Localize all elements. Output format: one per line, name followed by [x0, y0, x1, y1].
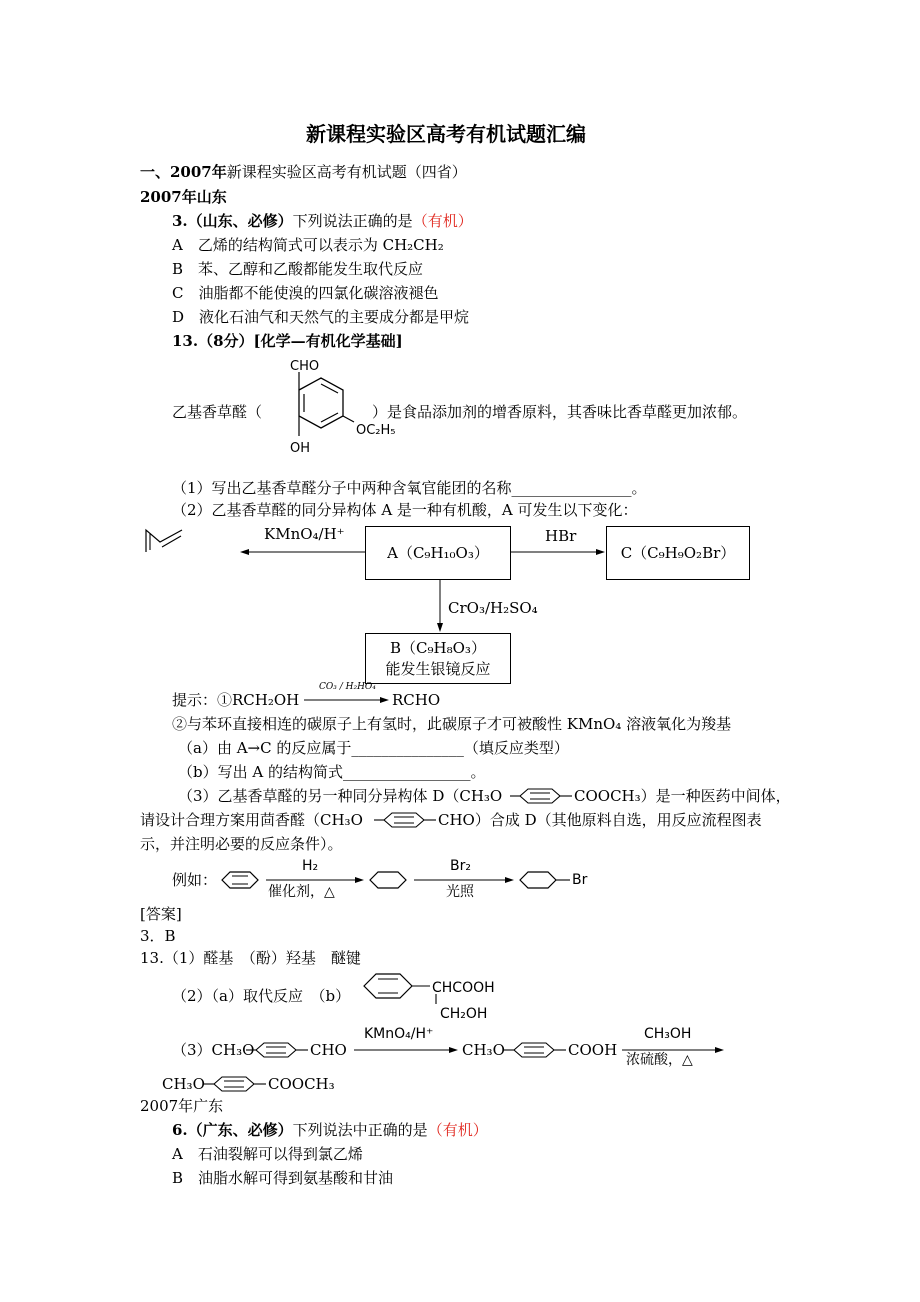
- section-heading: [140, 162, 467, 182]
- question-13-intro-b: ）是食品添加剂的增香原料，其香味比香草醛更加浓郁。: [372, 403, 748, 421]
- scheme-box-b: [365, 633, 511, 684]
- answer-13-2: （2）（a）取代反应 （b）: [172, 987, 351, 1005]
- question-3-option-c: C 油脂都不能使溴的四氯化碳溶液褪色: [172, 284, 439, 302]
- question-3-tag: （有机）: [412, 212, 473, 230]
- question-13-part-b: （b）写出 A 的结构简式_________________。: [178, 763, 486, 781]
- answer-ch3o-2: CH₃O: [462, 1041, 505, 1059]
- scheme-box-a: A（C₉H₁₀O₃）: [365, 526, 511, 580]
- example-label: 例如：: [172, 871, 218, 889]
- answer-cooch3: COOCH₃: [268, 1075, 335, 1093]
- reagent-kmno4: KMnO₄/H⁺: [264, 525, 345, 543]
- example-h2: H₂: [302, 858, 319, 874]
- scheme-box-b-formula: B（C₉H₈O₃）: [390, 639, 486, 657]
- question-6-number: 6.（广东、必修）: [172, 1121, 293, 1139]
- question-13-part-3-b: COOCH₃）是一种医药中间体，: [574, 787, 791, 805]
- question-3-stem: 下列说法正确的是: [292, 212, 413, 230]
- reagent-cro3: CrO₃/H₂SO₄: [448, 599, 538, 617]
- example-catalyst: 催化剂，△: [268, 884, 335, 900]
- example-br-product: Br: [572, 872, 588, 888]
- answer-label: [答案]: [140, 905, 182, 923]
- question-13-intro-a: 乙基香草醛（: [172, 403, 263, 421]
- ethyl-vanillin-structure: [262, 356, 396, 466]
- question-3-number: 3.（山东、必修）: [172, 212, 293, 230]
- question-3-option-a: A 乙烯的结构简式可以表示为 CH₂CH₂: [172, 236, 444, 254]
- question-13-part-a: （a）由 A→C 的反应属于_______________（填反应类型）: [178, 739, 569, 757]
- question-13-header: 13.（8分）[化学—有机化学基础]: [172, 332, 403, 350]
- question-13-part-3-a: （3）乙基香草醛的另一种同分异构体 D（CH₃O: [178, 787, 503, 805]
- benzene-ring-icon: [504, 1040, 568, 1060]
- question-13-part-2: （2）乙基香草醛的同分异构体 A 是一种有机酸，A 可发生以下变化：: [172, 501, 638, 519]
- benzene-ring-icon: [204, 1074, 268, 1094]
- answer-ch3o-3: CH₃O: [162, 1075, 205, 1093]
- answer-ch3oh: CH₃OH: [644, 1026, 692, 1042]
- struct-cho-label: CHO: [290, 359, 320, 374]
- answer-3: 3．B: [140, 927, 176, 945]
- question-6-stem: 下列说法中正确的是: [292, 1121, 428, 1139]
- question-13-part-1: （1）写出乙基香草醛分子中两种含氧官能团的名称________________。: [172, 479, 647, 497]
- scheme-box-c: C（C₉H₉O₂Br）: [606, 526, 750, 580]
- scheme-box-b-property: 能发生银镜反应: [385, 660, 491, 678]
- answer-arrow-1: [352, 1042, 462, 1058]
- region-shandong: 2007年山东: [140, 188, 227, 206]
- page-title: 新课程实验区高考有机试题汇编: [306, 122, 586, 146]
- question-13-part-3-d: CHO）合成 D（其他原料自选，用反应流程图表: [438, 811, 762, 829]
- question-3-option-d: D 液化石油气和天然气的主要成分都是甲烷: [172, 308, 470, 326]
- benzene-ring-icon: [374, 810, 438, 830]
- reagent-hbr: HBr: [545, 527, 577, 545]
- question-6-option-a: A 石油裂解可以得到氯乙烯: [172, 1145, 363, 1163]
- scheme-arrows: [230, 540, 610, 640]
- section-heading-year: 一、2007年: [140, 163, 227, 181]
- question-6-option-b: B 油脂水解可得到氨基酸和甘油: [172, 1169, 394, 1187]
- question-13-part-3-e: 示，并注明必要的反应条件）。: [140, 835, 343, 853]
- answer-cooh: COOH: [568, 1041, 618, 1059]
- question-6-tag: （有机）: [427, 1121, 488, 1139]
- hint-1-arrow: [302, 690, 392, 710]
- struct-oc2h5-label: OC₂H₅: [356, 423, 396, 438]
- answer-kmno4: KMnO₄/H⁺: [364, 1026, 434, 1042]
- struct-oh-label: OH: [290, 441, 311, 456]
- hint-1-reactant: 提示：①RCH₂OH: [172, 691, 300, 709]
- diene-fragment-icon: [142, 522, 192, 562]
- answer-cho: CHO: [310, 1041, 347, 1059]
- question-6: [172, 1120, 488, 1140]
- section-heading-text: 新课程实验区高考有机试题（四省）: [226, 163, 467, 181]
- example-br2: Br₂: [450, 858, 471, 874]
- question-3-option-b: B 苯、乙醇和乙酸都能发生取代反应: [172, 260, 424, 278]
- answer-ch2oh: CH₂OH: [440, 1006, 488, 1022]
- question-3: [172, 211, 473, 231]
- answer-13-3-start: （3）CH₃O: [172, 1041, 255, 1059]
- example-light: 光照: [446, 884, 474, 900]
- answer-13-1: 13.（1）醛基 （酚）羟基 醚键: [140, 949, 361, 967]
- benzene-ring-icon: [510, 786, 574, 806]
- answer-chcooh: CHCOOH: [432, 980, 495, 996]
- question-13-part-3-c: 请设计合理方案用茴香醛（CH₃O: [140, 811, 363, 829]
- answer-conc-h2so4: 浓硫酸，△: [626, 1052, 693, 1068]
- region-guangdong: 2007年广东: [140, 1097, 224, 1115]
- hint-1-condition: CO₃ / H₂HO₄: [319, 682, 376, 692]
- hint-2: ②与苯环直接相连的碳原子上有氢时，此碳原子才可被酸性 KMnO₄ 溶液氧化为羧基: [172, 715, 732, 733]
- benzene-ring-icon: [246, 1040, 310, 1060]
- hint-1-product: RCHO: [392, 691, 441, 709]
